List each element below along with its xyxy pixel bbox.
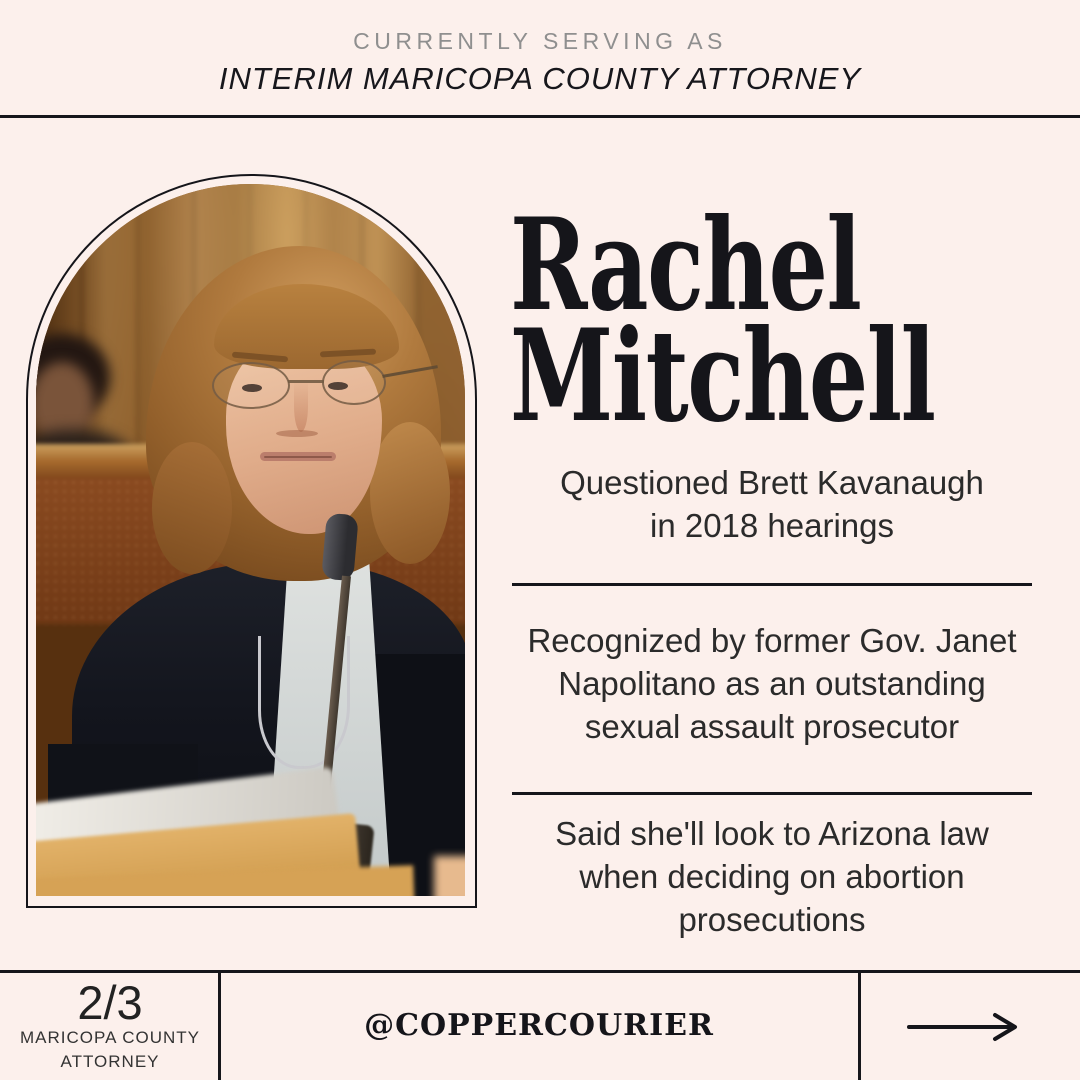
role-title: INTERIM MARICOPA COUNTY ATTORNEY	[218, 61, 862, 96]
series-line: MARICOPA COUNTY	[20, 1028, 200, 1047]
fact-line: when deciding on abortion	[579, 858, 965, 895]
photo-subject-nostril-shadow	[276, 430, 318, 437]
photo-subject-glasses-lens-right	[322, 360, 386, 405]
footer-cell-divider-right	[858, 970, 861, 1080]
fact-line: in 2018 hearings	[649, 507, 895, 544]
eyebrow-text: CURRENTLY SERVING AS	[353, 28, 727, 54]
fact-line: Recognized by former Gov. Janet	[527, 622, 1017, 659]
photo-subject-glasses-bridge	[288, 380, 324, 383]
page-indicator: 2/3	[77, 976, 143, 1029]
footer-divider	[0, 970, 1080, 973]
page-title	[510, 191, 1072, 450]
last-name: Mitchell	[510, 302, 935, 450]
fact-napolitano-recognition	[512, 619, 1032, 748]
fact-kavanaugh-hearings	[512, 461, 1032, 547]
photo-subject-nose	[294, 380, 308, 432]
social-handle: @COPPERCOURIER	[364, 1008, 714, 1043]
fact-line: prosecutions	[678, 901, 866, 938]
fact-line: Napolitano as an outstanding	[558, 665, 986, 702]
next-arrow-icon[interactable]	[905, 1010, 1033, 1044]
photo-microphone-head	[321, 513, 359, 582]
series-line: ATTORNEY	[60, 1052, 160, 1071]
photo-subject-hair-curl-right	[370, 422, 450, 564]
photo-subject-hair-curl-left	[152, 442, 232, 574]
fact-line: sexual assault prosecutor	[584, 708, 960, 745]
photo-subject-mouth-line	[264, 456, 332, 458]
fact-line: Said she'll look to Arizona law	[555, 815, 989, 852]
fact-divider-2	[512, 792, 1032, 795]
photo-corner-detail	[434, 856, 465, 896]
rachel-mitchell-hearing-photo	[36, 184, 465, 896]
series-label	[0, 1026, 220, 1074]
first-name: Rachel	[510, 191, 861, 339]
fact-line: Questioned Brett Kavanaugh	[560, 464, 984, 501]
fact-divider-1	[512, 583, 1032, 586]
photo-subject-glasses-lens-left	[212, 362, 290, 409]
header-divider	[0, 115, 1080, 118]
fact-abortion-prosecutions	[512, 812, 1032, 941]
